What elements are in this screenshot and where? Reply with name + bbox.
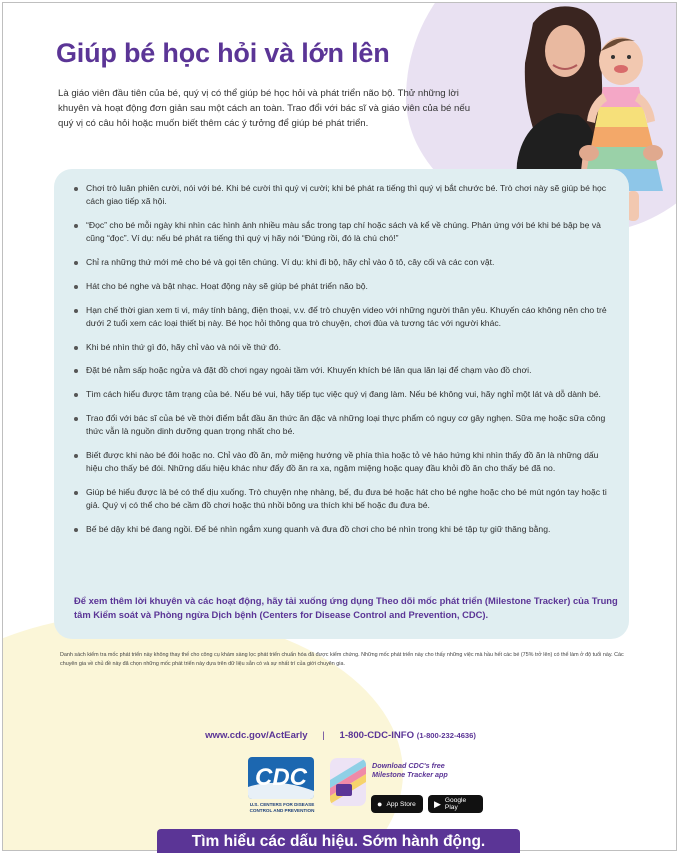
cdc-caption-line1: U.S. CENTERS FOR DISEASE bbox=[249, 802, 315, 807]
cdc-logo bbox=[248, 757, 316, 819]
tip-text: Hát cho bé nghe và bật nhạc. Hoạt động này sẽ giúp bé phát triển não bộ. bbox=[86, 280, 368, 291]
list-item bbox=[72, 486, 612, 512]
list-item bbox=[72, 304, 612, 330]
tip-text: Đặt bé nằm sấp hoặc ngửa và đặt đồ chơi ngay ngoài tầm với. Khuyến khích bé lăn qua lăn lại để chạm vào đồ chơi. bbox=[86, 365, 532, 376]
bullet-icon bbox=[74, 261, 78, 265]
list-item bbox=[72, 412, 612, 438]
bullet-icon bbox=[74, 417, 78, 421]
apple-icon: ● bbox=[377, 799, 383, 809]
bullet-icon bbox=[74, 285, 78, 289]
page-title: Giúp bé học hỏi và lớn lên bbox=[56, 38, 390, 68]
list-item bbox=[72, 219, 612, 245]
tip-text: Bế bé dậy khi bé đang ngồi. Để bé nhìn ngắm xung quanh và đưa đồ chơi cho bé nhìn trong khi bé tập tự giữ thăng bằng. bbox=[86, 523, 551, 534]
google-play-label: Google Play bbox=[444, 797, 467, 811]
google-play-button[interactable] bbox=[428, 795, 483, 813]
milestone-tracker-app-icon[interactable] bbox=[330, 758, 366, 806]
list-item bbox=[72, 256, 612, 269]
intro-paragraph: Là giáo viên đầu tiên của bé, quý vị có thể giúp bé học hỏi và phát triển não bộ. Thử những lời khuyên và hoạt động đơn giản sau một cách an toàn. Trao đổi với bác sĩ và giáo viên của bé nếu quý vị có câu hỏi hoặc muốn biết thêm các ý tưởng để giúp bé phát triển. bbox=[58, 88, 471, 129]
tips-list bbox=[72, 182, 612, 547]
tip-text: Giúp bé hiểu được là bé có thể dịu xuống. Trò chuyện nhẹ nhàng, bế, đu đưa bé hoặc hát cho bé nghe hoặc cho bé mút ngón tay hoặc ti giả. Quý vị có thể cho bé cầm đồ chơi hoặc thú nhồi bông ưa thích khi bế hoặc đu đưa bé. bbox=[86, 486, 607, 511]
bullet-icon bbox=[74, 369, 78, 373]
tip-text: Chỉ ra những thứ mới mẻ cho bé và gọi tên chúng. Ví dụ: khi đi bộ, hãy chỉ vào ô tô, cây cối và các con vật. bbox=[86, 257, 495, 267]
bullet-icon bbox=[74, 491, 78, 495]
bullet-icon bbox=[74, 224, 78, 228]
app-store-button[interactable] bbox=[371, 795, 423, 813]
tip-text: “Đọc” cho bé mỗi ngày khi nhìn các hình ảnh nhiều màu sắc trong tạp chí hoặc sách và kể về chúng. Phản ứng với bé khi bé bập bẹ và cũng “đọc”. Ví dụ: nếu bé phát ra tiếng thì quý vị hãy nói “Đúng rồi, đó là chú chó!” bbox=[86, 220, 601, 244]
cdc-logo-text: CDC bbox=[255, 764, 307, 791]
tracker-caption: Download CDC's free Milestone Tracker app bbox=[372, 761, 448, 779]
bullet-icon bbox=[74, 309, 78, 313]
cdc-caption bbox=[246, 802, 318, 814]
list-item bbox=[72, 388, 612, 401]
list-item bbox=[72, 523, 612, 536]
list-item bbox=[72, 449, 612, 475]
tip-text: Trao đổi với bác sĩ của bé về thời điểm bắt đầu ăn thức ăn đặc và những loại thực phẩm có nguy cơ gây nghẹn. Sữa mẹ hoặc sữa công thức vẫn là nguồn dinh dưỡng quan trọng nhất cho bé. bbox=[86, 412, 606, 437]
phone-number[interactable]: 1-800-CDC-INFO bbox=[339, 730, 415, 741]
bullet-icon bbox=[74, 528, 78, 532]
tip-text: Biết được khi nào bé đói hoặc no. Chỉ vào đồ ăn, mở miệng hướng về phía thìa hoặc tỏ vẻ háo hứng khi nhìn thấy đồ ăn là những dấu hiệu cho thấy bé đói. Những dấu hiệu khác như đẩy đồ ăn ra xa, ngậm miệng hoặc quay đầu khỏi đồ ăn cho thấy bé đã no. bbox=[86, 449, 599, 474]
bullet-icon bbox=[74, 454, 78, 458]
cdc-logo-box bbox=[248, 757, 314, 799]
app-store-label: App Store bbox=[386, 800, 416, 808]
tip-text: Hạn chế thời gian xem ti vi, máy tính bảng, điện thoại, v.v. để trò chuyện video với những người thân yêu. Khuyến cáo không nên cho trẻ dưới 2 tuổi xem các loại thiết bị này. Bé học hỏi thông qua trò chuyện, chơi đùa và tương tác với người khác. bbox=[86, 304, 607, 328]
list-item bbox=[72, 364, 612, 377]
list-item bbox=[72, 280, 612, 293]
bullet-icon bbox=[74, 393, 78, 397]
app-download-callout: Để xem thêm lời khuyên và các hoạt động, hãy tải xuống ứng dụng Theo dõi mốc phát triển (Milestone Tracker) của Trung tâm Kiểm soát và Phòng ngừa Dịch bệnh (Centers for Disease Control and Prevention, CDC). bbox=[74, 595, 618, 620]
tip-text: Chơi trò luân phiên cười, nói với bé. Khi bé cười thì quý vị cười; khi bé phát ra tiếng thì quý vị bắt chước bé. Trò chơi này sẽ giúp bé học cách giao tiếp xã hội. bbox=[86, 183, 607, 207]
list-item bbox=[72, 341, 612, 354]
footer-banner: Tìm hiểu các dấu hiệu. Sớm hành động. bbox=[157, 829, 520, 853]
contact-separator: | bbox=[322, 730, 325, 741]
list-item bbox=[72, 182, 612, 208]
contact-line bbox=[0, 730, 681, 741]
tip-text: Tìm cách hiểu được tâm trạng của bé. Nếu bé vui, hãy tiếp tục việc quý vị đang làm. Nếu bé không vui, hãy nghỉ một lát và dỗ dành bé. bbox=[86, 389, 601, 400]
phone-digits: (1-800-232-4636) bbox=[416, 731, 476, 740]
disclaimer-text: Danh sách kiểm tra mốc phát triển này không thay thế cho công cụ khám sàng lọc phát triển chuẩn hóa đã được kiểm chứng. Những mốc phát triển này cho thấy những việc mà hầu hết các bé (75% trở lên) có thể làm ở độ tuổi này. Các chuyên gia về chủ đề này đã chọn những mốc phát triển này dựa trên dữ liệu sẵn có và sự nhất trí của giới chuyên gia. bbox=[60, 652, 624, 667]
bullet-icon bbox=[74, 346, 78, 350]
website-link[interactable]: www.cdc.gov/ActEarly bbox=[205, 730, 308, 741]
cdc-caption-line2: CONTROL AND PREVENTION bbox=[249, 808, 315, 813]
play-icon: ▶ bbox=[434, 798, 441, 809]
tip-text: Khi bé nhìn thứ gì đó, hãy chỉ vào và nói về thứ đó. bbox=[86, 341, 281, 352]
bullet-icon bbox=[74, 187, 78, 191]
